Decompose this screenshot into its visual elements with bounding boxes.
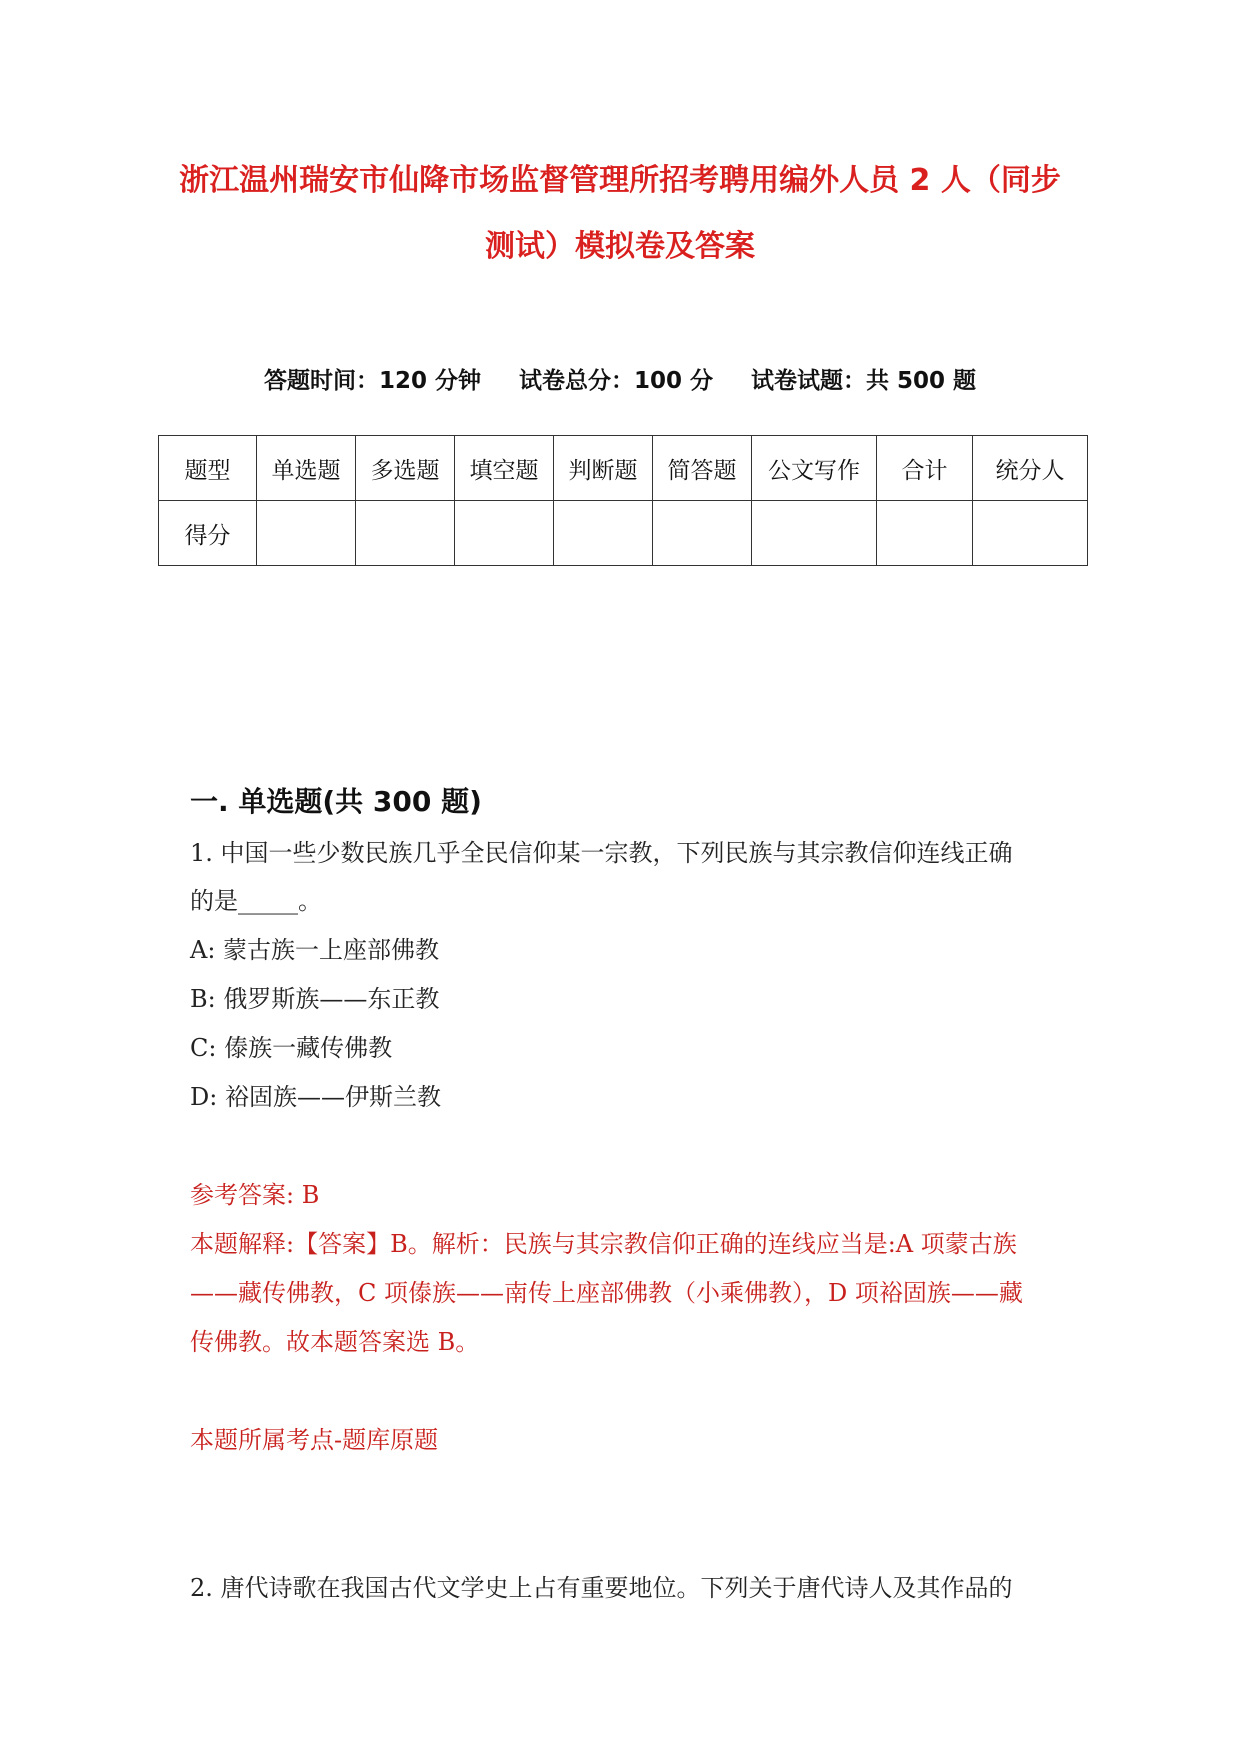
score-cell xyxy=(356,501,455,566)
score-cell xyxy=(455,501,554,566)
question-1-answer: 参考答案: B xyxy=(190,1181,320,1209)
section-title: 一. 单选题(共 300 题) xyxy=(190,785,482,818)
question-1-explanation-line2: ——藏传佛教，C 项傣族——南传上座部佛教（小乘佛教），D 项裕固族——藏 xyxy=(190,1279,1023,1307)
score-table xyxy=(158,435,1088,566)
question-1-source: 本题所属考点-题库原题 xyxy=(190,1426,439,1454)
row-label-score: 得分 xyxy=(159,501,257,566)
document-title-line2: 测试）模拟卷及答案 xyxy=(485,229,755,264)
header-cell-single: 单选题 xyxy=(257,436,356,501)
header-cell-fill: 填空题 xyxy=(455,436,554,501)
score-cell xyxy=(752,501,877,566)
question-1-stem-line2: 的是_____。 xyxy=(190,887,322,915)
question-1-explanation-line1: 本题解释:【答案】B。解析：民族与其宗教信仰正确的连线应当是:A 项蒙古族 xyxy=(190,1230,1017,1258)
question-2-stem-line1: 2. 唐代诗歌在我国古代文学史上占有重要地位。下列关于唐代诗人及其作品的 xyxy=(190,1574,1013,1602)
question-1-option-d: D: 裕固族——伊斯兰教 xyxy=(190,1083,441,1111)
question-1-option-c: C: 傣族一藏传佛教 xyxy=(190,1034,393,1062)
header-cell-short: 简答题 xyxy=(653,436,752,501)
score-cell xyxy=(257,501,356,566)
header-cell-total: 合计 xyxy=(877,436,973,501)
question-1-explanation-line3: 传佛教。故本题答案选 B。 xyxy=(190,1328,480,1356)
score-cell xyxy=(973,501,1088,566)
score-cell xyxy=(554,501,653,566)
header-cell-writing: 公文写作 xyxy=(752,436,877,501)
question-1-option-a: A: 蒙古族一上座部佛教 xyxy=(190,936,440,964)
exam-time: 答题时间：120 分钟 xyxy=(263,368,481,394)
header-cell-multi: 多选题 xyxy=(356,436,455,501)
score-table-score-row xyxy=(159,501,1088,566)
question-1-option-b: B: 俄罗斯族——东正教 xyxy=(190,985,440,1013)
score-cell xyxy=(653,501,752,566)
score-cell xyxy=(877,501,973,566)
exam-question-count: 试卷试题：共 500 题 xyxy=(751,368,977,394)
exam-meta xyxy=(0,362,1240,395)
score-table-header-row xyxy=(159,436,1088,501)
header-cell-judge: 判断题 xyxy=(554,436,653,501)
document-title-line1: 浙江温州瑞安市仙降市场监督管理所招考聘用编外人员 2 人（同步 xyxy=(179,163,1061,198)
header-cell-scorer: 统分人 xyxy=(973,436,1088,501)
exam-total-score: 试卷总分：100 分 xyxy=(518,368,714,394)
header-cell-type: 题型 xyxy=(159,436,257,501)
question-1-stem-line1: 1. 中国一些少数民族几乎全民信仰某一宗教，下列民族与其宗教信仰连线正确 xyxy=(190,839,1013,867)
